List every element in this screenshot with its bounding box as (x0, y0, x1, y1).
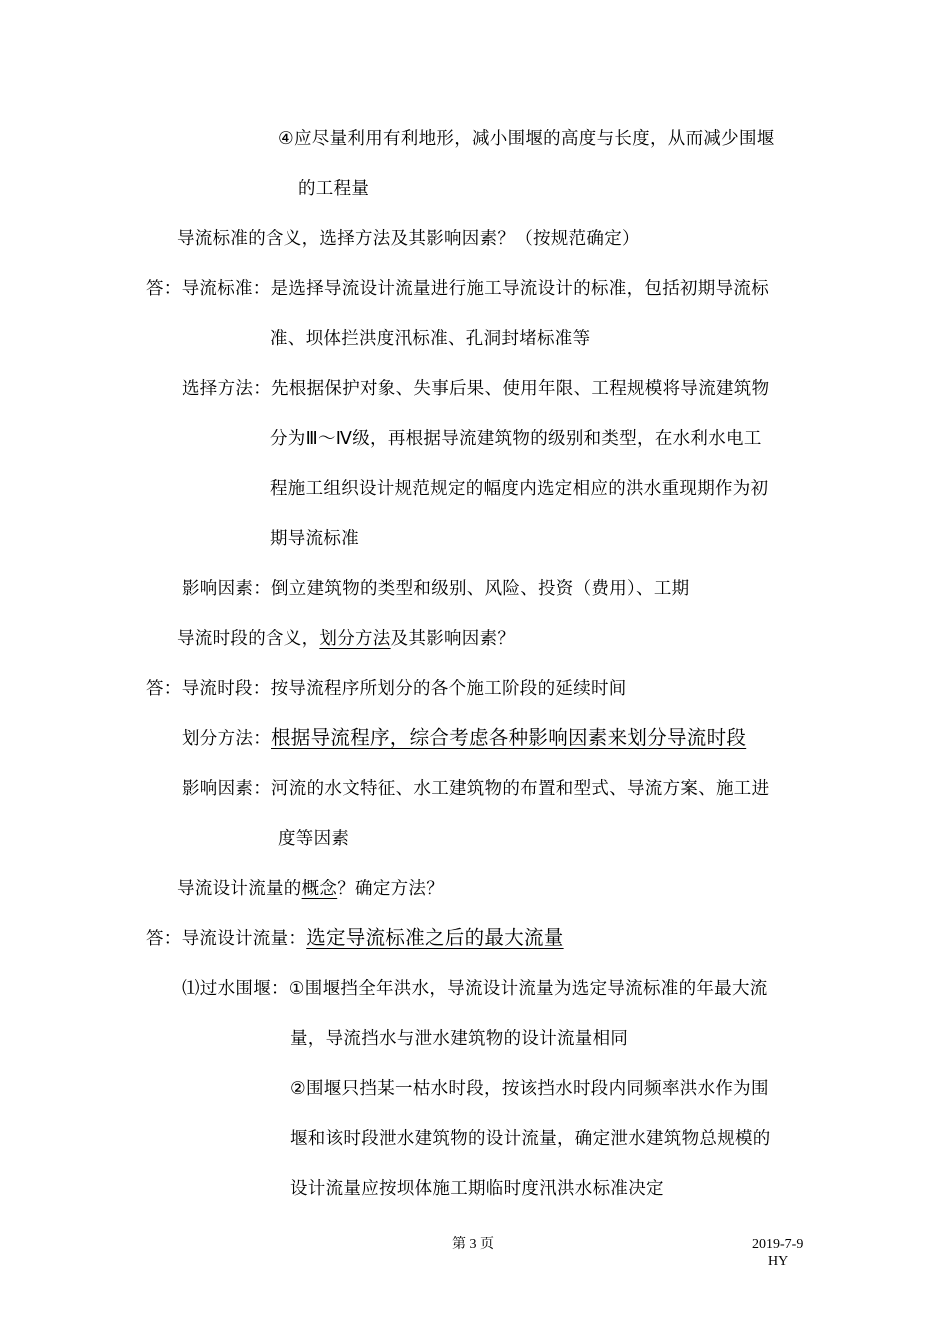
question-heading (177, 877, 444, 901)
underlined-answer: 根据导流程序，综合考虑各种影响因素来划分导流时段 (271, 726, 747, 749)
answer-line (146, 926, 564, 951)
question-text: 导流设计流量的 (177, 879, 302, 899)
underlined-answer: 选定导流标准之后的最大流量 (306, 926, 564, 949)
underlined-term: 概念 (301, 879, 338, 899)
text-line: 量，导流挡水与泄水建筑物的设计流量相同 (290, 1029, 629, 1049)
text-line (182, 726, 746, 751)
label-text: 答：导流设计流量： (146, 929, 307, 949)
question-text: 导流时段的含义， (177, 629, 320, 649)
text-line: 程施工组织设计规范规定的幅度内选定相应的洪水重现期作为初 (270, 479, 769, 499)
text-line: 分为Ⅲ～Ⅳ级，再根据导流建筑物的级别和类型，在水利水电工 (270, 429, 762, 449)
text-line: ④应尽量利用有利地形，减小围堰的高度与长度，从而减少围堰 (278, 129, 775, 149)
answer-line: 答：导流标准：是选择导流设计流量进行施工导流设计的标准，包括初期导流标 (146, 279, 769, 299)
text-line: 期导流标准 (270, 529, 359, 549)
underlined-term: 划分方法 (319, 629, 391, 649)
text-line: 度等因素 (278, 829, 350, 849)
text-line: 堰和该时段泄水建筑物的设计流量，确定泄水建筑物总规模的 (290, 1129, 771, 1149)
text-line: ⑴过水围堰：①围堰挡全年洪水，导流设计流量为选定导流标准的年最大流 (182, 979, 768, 999)
text-line: ②围堰只挡某一枯水时段，按该挡水时段内同频率洪水作为围 (290, 1079, 769, 1099)
question-heading: 导流标准的含义，选择方法及其影响因素？（按规范确定） (177, 229, 640, 249)
text-line: 设计流量应按坝体施工期临时度汛洪水标准决定 (290, 1179, 664, 1199)
question-heading (177, 627, 515, 651)
footer-author: HY (768, 1254, 789, 1269)
text-line: 的工程量 (298, 179, 370, 199)
page-number: 第 3 页 (452, 1237, 494, 1252)
text-line: 影响因素：倒立建筑物的类型和级别、风险、投资（费用）、工期 (182, 579, 690, 599)
footer-date: 2019-7-9 (752, 1237, 804, 1252)
answer-line: 答：导流时段：按导流程序所划分的各个施工阶段的延续时间 (146, 679, 627, 699)
text-line: 准、坝体拦洪度汛标准、孔洞封堵标准等 (270, 329, 591, 349)
question-text: 及其影响因素？ (390, 629, 516, 649)
text-line: 影响因素：河流的水文特征、水工建筑物的布置和型式、导流方案、施工进 (182, 779, 770, 799)
question-text: ？确定方法？ (337, 879, 445, 899)
text-line: 选择方法：先根据保护对象、失事后果、使用年限、工程规模将导流建筑物 (182, 379, 770, 399)
label-text: 划分方法： (182, 729, 271, 749)
